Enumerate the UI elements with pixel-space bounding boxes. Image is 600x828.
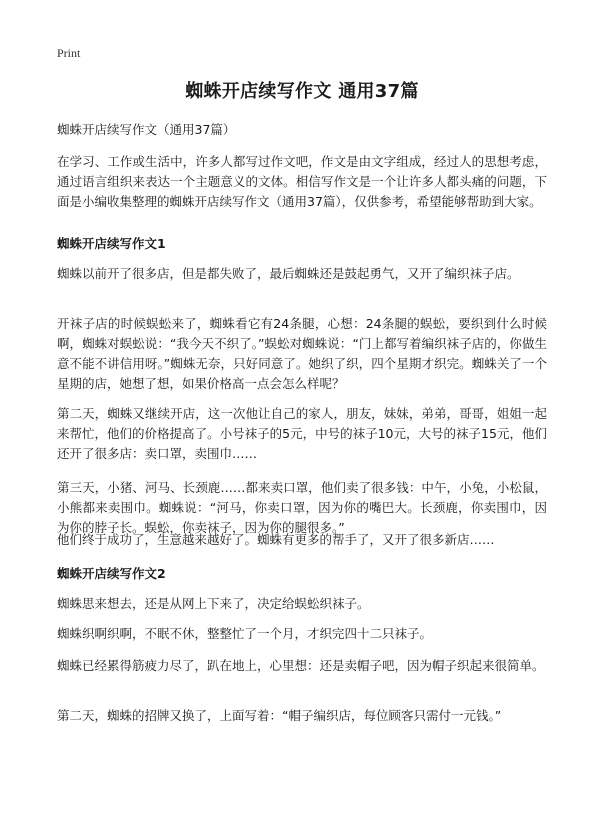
document-title: 蜘蛛开店续写作文 通用37篇	[185, 81, 419, 102]
section-heading-1: 蜘蛛开店续写作文1	[57, 236, 166, 251]
section-1-paragraph-1: 蜘蛛以前开了很多店，但是都失败了，最后蜘蛛还是鼓起勇气，又开了编织袜子店。	[57, 266, 520, 281]
section-heading-2: 蜘蛛开店续写作文2	[57, 566, 166, 581]
section-1-paragraph-3: 第二天，蜘蛛又继续开店，这一次他让自己的家人，朋友，妹妹，弟弟，哥哥，姐姐一起来帮忙，他们的价格提高了。小号袜子的5元，中号的袜子10元，大号的袜子15元，他们还开了很多店：卖口罩，卖围巾……	[57, 406, 547, 461]
section-2-paragraph-3: 蜘蛛已经累得筋疲力尽了，趴在地上，心里想：还是卖帽子吧，因为帽子织起来很简单。	[57, 658, 545, 673]
print-link[interactable]: Print	[57, 46, 81, 60]
section-1-paragraph-5: 他们终于成功了，生意越来越好了。蜘蛛有更多的帮手了，又开了很多新店……	[57, 532, 495, 547]
section-2-paragraph-1: 蜘蛛思来想去，还是从网上下来了，决定给蜈蚣织袜子。	[57, 596, 370, 611]
section-1-paragraph-4: 第三天，小猪、河马、长颈鹿……都来卖口罩，他们卖了很多钱：中午，小兔，小松鼠，小熊都来卖围巾。蜘蛛说：“河马，你卖口罩，因为你的嘴巴大。长颈鹿，你卖围巾，因为你的脖子长。蜈蚣，你卖袜子，因为你的腿很多。”	[57, 480, 547, 535]
section-1-paragraph-2: 开袜子店的时候蜈蚣来了，蜘蛛看它有24条腿，心想：24条腿的蜈蚣，要织到什么时候啊，蜘蛛对蜈蚣说：“我今天不织了。”蜈蚣对蜘蛛说：“门上都写着编织袜子店的，你做生意不能不讲信用呀。”蜘蛛无奈，只好同意了。她织了织，四个星期才织完。蜘蛛关了一个星期的店，她想了想，如果价格高一点会怎么样呢？	[57, 316, 547, 391]
section-2-paragraph-4: 第二天，蜘蛛的招牌又换了，上面写着：“帽子编织店，每位顾客只需付一元钱。”	[57, 708, 502, 723]
intro-paragraph: 在学习、工作或生活中，许多人都写过作文吧，作文是由文字组成，经过人的思想考虑，通过语言组织来表达一个主题意义的文体。相信写作文是一个让许多人都头痛的问题，下面是小编收集整理的蜘蛛开店续写作文（通用37篇），仅供参考，希望能够帮助到大家。	[57, 154, 547, 209]
section-2-paragraph-2: 蜘蛛织啊织啊，不眠不休，整整忙了一个月，才织完四十二只袜子。	[57, 626, 433, 641]
document-subtitle: 蜘蛛开店续写作文（通用37篇）	[57, 122, 236, 137]
